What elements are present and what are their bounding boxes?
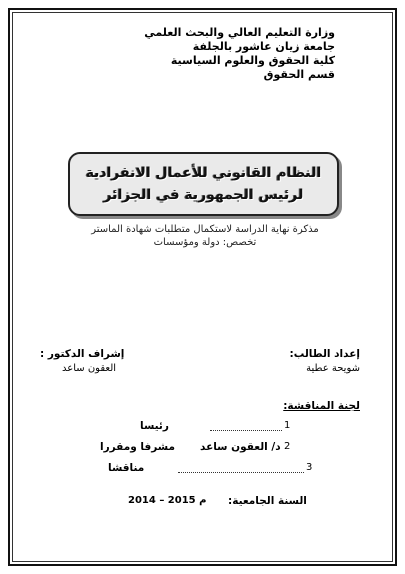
faculty-name: كلية الحقوق والعلوم السياسية (170, 54, 335, 67)
institution-header (75, 26, 335, 82)
committee-label: لجنة المناقشة: (283, 400, 360, 412)
academic-year-label: السنة الجامعية: (228, 495, 307, 507)
supervisor-label: إشراف الدكتور : (40, 348, 125, 360)
inner-border (12, 12, 393, 562)
supervisor-name: العقون ساعد (62, 363, 117, 374)
committee-member-number: 1 (284, 420, 291, 431)
committee-member-name: د/ العقون ساعد (200, 441, 281, 453)
thesis-title-box (68, 152, 339, 216)
committee-member-number: 3 (306, 462, 313, 473)
thesis-title-line-2: لرئيس الجمهورية في الجزائر (103, 187, 304, 203)
memo-description: مذكرة نهاية الدراسة لاستكمال متطلبات شهادة الماستر (91, 224, 319, 235)
committee-member-name-line (210, 430, 282, 431)
student-name: شويحة عطية (306, 363, 360, 374)
committee-member-role: مشرفا ومقررا (100, 441, 175, 453)
academic-year-value: 2014 – 2015 م (128, 495, 207, 506)
university-name: جامعة زيان عاشور بالجلفة (192, 40, 335, 53)
ministry-name: وزارة التعليم العالي والبحث العلمي (144, 26, 335, 39)
committee-member-number: 2 (284, 441, 291, 452)
committee-member-role: مناقشا (108, 462, 145, 474)
student-label: إعداد الطالب: (289, 348, 360, 360)
committee-member-name-line (178, 472, 304, 473)
committee-member-role: رئيسا (140, 420, 169, 432)
department-name: قسم الحقوق (263, 68, 335, 81)
specialization: تخصص: دولة ومؤسسات (153, 237, 257, 248)
thesis-title-line-1: النظام القانوني للأعمال الانفرادية (85, 165, 322, 181)
